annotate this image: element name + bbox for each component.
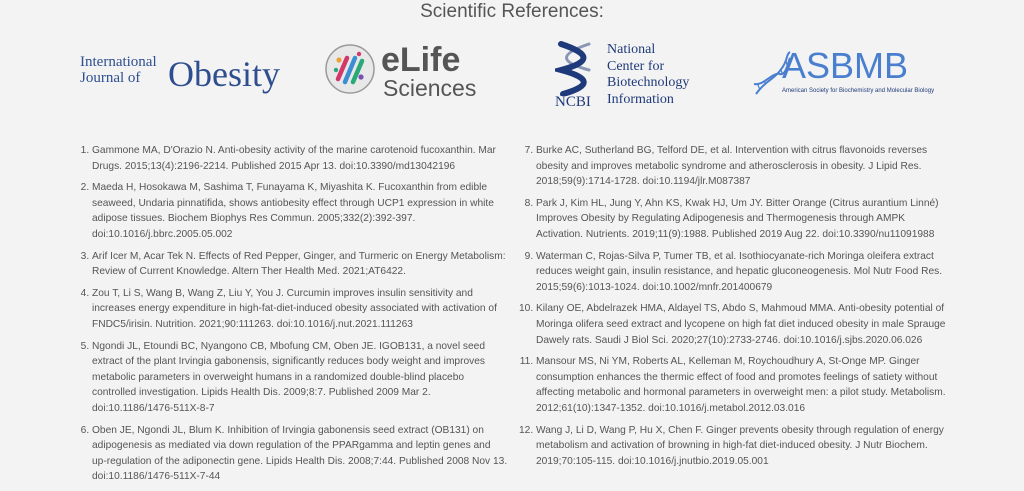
reference-item: 9. Waterman C, Rojas-Silva P, Tumer TB, et al. Isothiocyanate-rich Moringa oleifera extract reduces weight gain, insulin resistance, and hepatic gluconeogenesis. Mol Nutr Food Res. 2015;59(6):1013-1024. doi:10.1002/mnfr.201400679 — [536, 249, 952, 296]
reference-item: 6. Oben JE, Ngondi JL, Blum K. Inhibition of Irvingia gabonensis seed extract (OB131) on adipogenesis as mediated via down regulation of the PPARgamma and leptin genes and up-regulation of the adiponectin gene. Lipids Health Dis. 2008;7:44. Published 2008 Nov 13. doi:10.1186/1476-511X-7-44 — [92, 423, 508, 485]
references-right-column — [512, 143, 952, 475]
ijo-logo-title: Obesity — [168, 54, 280, 94]
elife-logo-word: eLife — [381, 41, 461, 79]
elife-dots-icon — [325, 44, 375, 94]
elife-logo-sub: Sciences — [383, 75, 477, 101]
ncbi-logo-line1: National — [607, 42, 656, 57]
asbmb-logo[interactable] — [752, 45, 935, 104]
ncbi-logo-line4: Information — [607, 91, 674, 107]
ijo-logo-line2: Journal of — [80, 70, 141, 86]
ncbi-logo-abbr: NCBI — [555, 94, 591, 110]
reference-item: 10. Kilany OE, Abdelrazek HMA, Aldayel TS, Abdo S, Mahmoud MMA. Anti-obesity potential of Moringa olifera seed extract and lycopene on high fat diet induced obesity in male Sprauge Dawely rats. Saudi J Biol Sci. 2020;27(10):2733-2746. doi:10.1016/j.sjbs.2020.06.026 — [536, 301, 952, 348]
reference-item: 8. Park J, Kim HL, Jung Y, Ahn KS, Kwak HJ, Um JY. Bitter Orange (Citrus aurantium Linné) Improves Obesity by Regulating Adipogenesis and Thermogenesis through AMPK Activation. Nutrients. 2019;11(9):1988. Published 2019 Aug 22. doi:10.3390/nu11091988 — [536, 196, 952, 243]
ncbi-logo-line3: Biotechnology — [607, 75, 690, 90]
reference-item: 5. Ngondi JL, Etoundi BC, Nyangono CB, Mbofung CM, Oben JE. IGOB131, a novel seed extract of the plant Irvingia gabonensis, significantly reduces body weight and improves metabolic parameters in overweight humans in a randomized double-blind placebo controlled investigation. Lipids Health Dis. 2009;8:7. Published 2009 Mar 2. doi:10.1186/1476-511X-8-7 — [92, 339, 508, 417]
reference-item: 7. Burke AC, Sutherland BG, Telford DE, et al. Intervention with citrus flavonoids reverses obesity and improves metabolic syndrome and atherosclerosis in obesity. J Lipid Res. 2018;59(9):1714-1728. doi:10.1194/jlr.M087387 — [536, 143, 952, 190]
page-title: Scientific References: — [420, 1, 604, 22]
reference-item: 4. Zou T, Li S, Wang B, Wang Z, Liu Y, You J. Curcumin improves insulin sensitivity and increases energy expenditure in high-fat-diet-induced obesity associated with activation of FNDC5/irisin. Nutrition. 2021;90:111263. doi:10.1016/j.nut.2021.111263 — [92, 286, 508, 333]
asbmb-logo-sub: American Society for Biochemistry and Molecular Biology — [782, 88, 935, 94]
references-left-column — [68, 143, 508, 491]
ncbi-logo[interactable] — [555, 40, 715, 110]
asbmb-logo-word: ASBMB — [782, 45, 909, 86]
reference-item: 12. Wang J, Li D, Wang P, Hu X, Chen F. Ginger prevents obesity through regulation of energy metabolism and activation of browning in high-fat diet-induced obesity. J Nutr Biochem. 2019;70:105-115. doi:10.1016/j.jnutbio.2019.05.001 — [536, 423, 952, 470]
ncbi-helix-icon — [555, 40, 597, 96]
ncbi-logo-text — [607, 42, 689, 108]
elife-logo[interactable] — [325, 42, 485, 104]
reference-item: 2. Maeda H, Hosokawa M, Sashima T, Funayama K, Miyashita K. Fucoxanthin from edible seaweed, Undaria pinnatifida, shows antiobesity effect through UCP1 expression in white adipose tissues. Biochem Biophys Res Commun. 2005;332(2):392-397. doi:10.1016/j.bbrc.2005.05.002 — [92, 180, 508, 242]
ncbi-logo-line2: Center for — [607, 58, 665, 74]
reference-item: 3. Arif Icer M, Acar Tek N. Effects of Red Pepper, Ginger, and Turmeric on Energy Metabolism: Review of Current Knowledge. Altern Ther Health Med. 2021;AT6422. — [92, 249, 508, 280]
reference-item: 11. Mansour MS, Ni YM, Roberts AL, Kelleman M, Roychoudhury A, St-Onge MP. Ginger consumption enhances the thermic effect of food and promotes feelings of satiety without affecting metabolic and hormonal parameters in overweight men: a pilot study. Metabolism. 2012;61(10):1347-1352. doi:10.1016/j.metabol.2012.03.016 — [536, 354, 952, 416]
ijo-logo[interactable] — [80, 52, 290, 102]
reference-item: 1. Gammone MA, D'Orazio N. Anti-obesity activity of the marine carotenoid fucoxanthin. Mar Drugs. 2015;13(4):2196-2214. Published 2015 Apr 13. doi:10.3390/md13042196 — [92, 143, 508, 174]
logo-strip — [0, 36, 1024, 116]
ijo-logo-line1: International — [80, 54, 157, 70]
